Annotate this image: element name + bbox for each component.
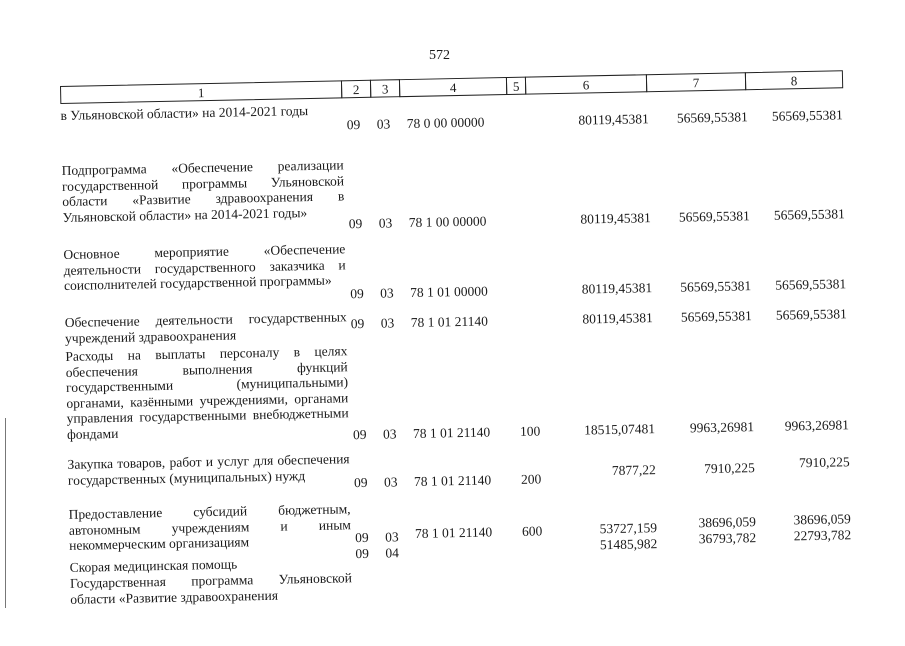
- row-section: 09: [350, 285, 364, 302]
- budget-table: [60, 70, 861, 646]
- row-amount-col8: 7910,225: [798, 454, 850, 471]
- row-section: 09: [355, 545, 370, 562]
- row-description: в Ульяновской области» на 2014-2021 годы: [60, 103, 309, 123]
- row-amount-col6: 80119,45381: [578, 111, 649, 128]
- row-amount-col7: 38696,059: [698, 514, 757, 531]
- row-amount-col6: 18515,07481: [583, 421, 656, 438]
- row-target-article: 78 1 01 21140: [414, 524, 493, 541]
- row-amount-col8: 22793,782: [793, 527, 852, 544]
- row-subsection: 03: [380, 315, 395, 331]
- row-subsection: 03: [383, 474, 398, 490]
- header-col-3: 3: [370, 79, 400, 98]
- row-description: Предоставление субсидий бюджетным, автономным учреждениям и иным некоммерческим организациям: [68, 501, 352, 554]
- row-section: 09: [350, 315, 365, 332]
- row-target-article: 78 1 01 21140: [412, 424, 491, 441]
- row-amount-col6: 80119,45381: [581, 280, 653, 297]
- row-amount-col8: 56569,55381: [771, 107, 843, 124]
- row-amount-col8: 56569,55381: [773, 206, 845, 223]
- row-amount-col8: 56569,55381: [775, 276, 847, 293]
- header-col-2: 2: [341, 80, 371, 99]
- row-subsection: 03: [382, 426, 397, 442]
- row-target-article: 78 1 01 00000: [410, 283, 488, 301]
- row-amount-col6: 80119,45381: [580, 210, 651, 227]
- header-col-1: 1: [60, 80, 342, 104]
- row-description: Государственная программа Ульяновской области «Развитие здравоохранения: [69, 570, 353, 607]
- row-amount-col6: 51485,982: [599, 536, 658, 553]
- row-section: 09: [352, 426, 367, 443]
- row-amount-col6: 53727,159: [599, 520, 658, 537]
- row-target-article: 78 1 00 00000: [408, 213, 487, 231]
- row-amount-col7: 7910,225: [704, 460, 755, 477]
- row-amount-col6: 80119,45381: [582, 310, 653, 327]
- row-subsection: 03: [376, 116, 391, 132]
- header-col-7: 7: [646, 72, 746, 92]
- row-section: 09: [353, 474, 368, 491]
- row-expense-type: 200: [520, 471, 542, 487]
- row-amount-col7: 56569,55381: [680, 308, 752, 325]
- row-description: Основное мероприятие «Обеспечение деятельности государственного заказчика и соисполнителей государственной программы»: [63, 241, 346, 294]
- row-target-article: 78 0 00 00000: [406, 114, 485, 132]
- row-target-article: 78 1 01 21140: [413, 472, 492, 489]
- row-subsection: 03: [384, 529, 399, 545]
- row-subsection: 04: [385, 545, 400, 561]
- row-amount-col7: 36793,782: [698, 530, 757, 547]
- row-section: 09: [354, 529, 369, 546]
- row-description: Закупка товаров, работ и услуг для обеспечения государственных (муниципальных) нужд: [67, 451, 350, 488]
- row-amount-col7: 56569,55381: [676, 109, 748, 126]
- row-description: Подпрограмма «Обеспечение реализации государственной программы Ульяновской области «Развитие здравоохранения в Ульяновской области» на 2014-2021 годы»: [61, 157, 345, 225]
- row-subsection: 03: [378, 215, 393, 231]
- row-amount-col8: 9963,26981: [784, 417, 850, 434]
- row-amount-col7: 56569,55381: [678, 208, 750, 225]
- row-subsection: 03: [380, 285, 394, 301]
- row-amount-col8: 56569,55381: [775, 306, 847, 323]
- row-description: Обеспечение деятельности государственных учреждений здравоохранения: [64, 309, 347, 346]
- row-target-article: 78 1 01 21140: [410, 313, 489, 331]
- row-section: 09: [348, 215, 363, 232]
- header-col-6: 6: [525, 74, 647, 94]
- row-amount-col6: 7877,22: [611, 462, 656, 478]
- row-description: Расходы на выплаты персоналу в целях обеспечения выполнения функций государственными (муниципальными) органами, казёнными учреждениями, органами управления государственными внебюджетными фондами: [65, 343, 349, 442]
- header-col-4: 4: [399, 77, 507, 97]
- header-col-8: 8: [745, 70, 843, 90]
- row-section: 09: [346, 116, 361, 133]
- row-amount-col8: 38696,059: [793, 511, 851, 528]
- row-amount-col7: 56569,55381: [680, 278, 752, 295]
- row-description: Скорая медицинская помощь: [69, 556, 238, 575]
- page-number: 572: [429, 48, 450, 63]
- scan-margin-line: [5, 418, 6, 608]
- row-amount-col7: 9963,26981: [689, 419, 755, 436]
- row-expense-type: 100: [519, 423, 541, 439]
- header-col-5: 5: [506, 77, 526, 95]
- row-expense-type: 600: [521, 523, 543, 539]
